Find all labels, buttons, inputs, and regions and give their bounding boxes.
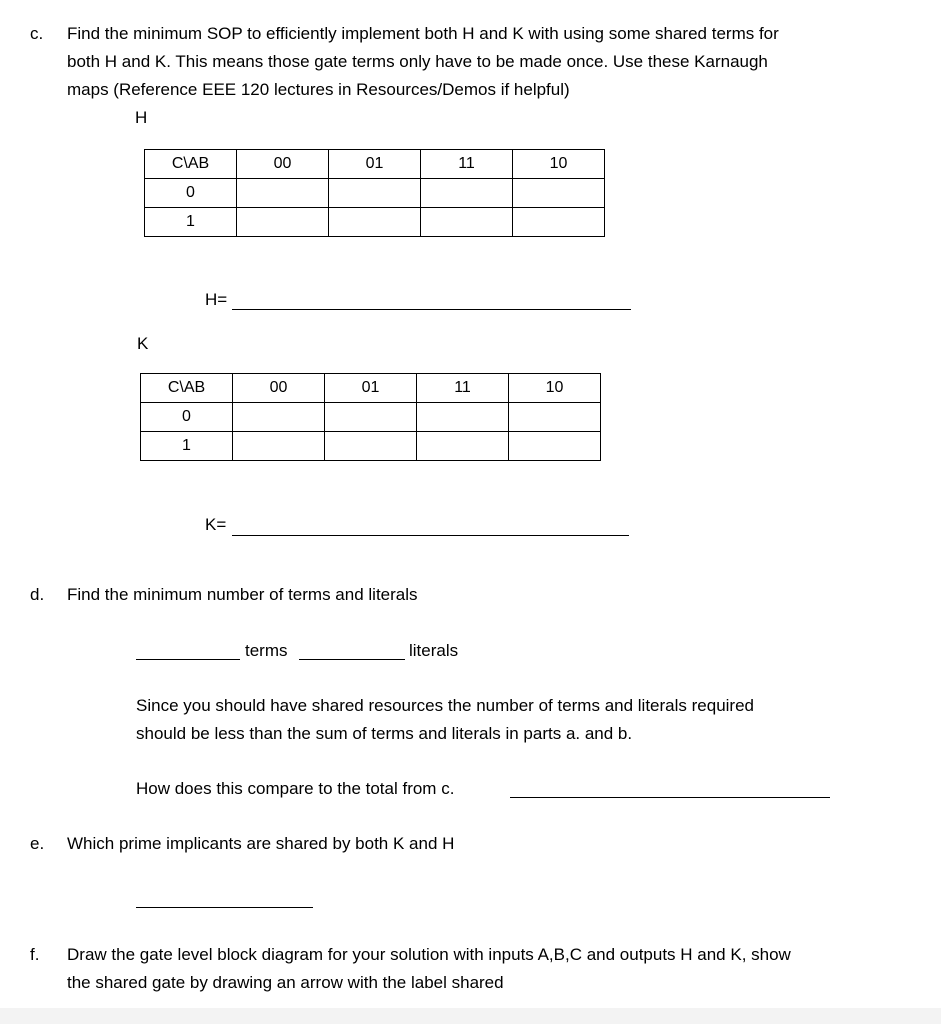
terms-answer-line[interactable] <box>136 659 240 660</box>
k-answer-line[interactable] <box>232 535 629 536</box>
k-map-col-10: 10 <box>509 374 601 403</box>
part-c-line-3: maps (Reference EEE 120 lectures in Resources/Demos if helpful) <box>67 80 570 99</box>
shared-implicants-answer-line[interactable] <box>136 907 313 908</box>
h-answer-line[interactable] <box>232 309 631 310</box>
part-d-marker: d. <box>30 585 45 604</box>
part-d-note-line-1: Since you should have shared resources the number of terms and literals required <box>136 696 755 715</box>
k-map-cell[interactable] <box>417 403 509 432</box>
k-map-row-1 <box>141 432 601 461</box>
h-map-cell[interactable] <box>237 179 329 208</box>
k-map-cell[interactable] <box>233 403 325 432</box>
h-map-row-1 <box>145 208 605 237</box>
h-map-col-11: 11 <box>421 150 513 179</box>
part-c-line-2: both H and K. This means those gate terms only have to be made once. Use these Karnaugh <box>67 52 768 71</box>
terms-label: terms <box>245 641 288 660</box>
part-f-line-2: the shared gate by drawing an arrow with the label shared <box>67 973 504 992</box>
k-map-cell[interactable] <box>233 432 325 461</box>
h-map-corner: C\AB <box>145 150 237 179</box>
literals-answer-line[interactable] <box>299 659 405 660</box>
h-map-row-0 <box>145 179 605 208</box>
k-map-col-00: 00 <box>233 374 325 403</box>
part-d-note-line-2: should be less than the sum of terms and literals in parts a. and b. <box>136 724 633 743</box>
k-map-col-01: 01 <box>325 374 417 403</box>
h-karnaugh-map <box>144 149 605 237</box>
k-map-cell[interactable] <box>509 403 601 432</box>
h-map-cell[interactable] <box>513 208 605 237</box>
k-map-cell[interactable] <box>325 403 417 432</box>
h-map-header-row <box>145 150 605 179</box>
k-map-label: K <box>137 334 149 353</box>
k-map-corner: C\AB <box>141 374 233 403</box>
h-map-cell[interactable] <box>421 208 513 237</box>
h-map-cell[interactable] <box>421 179 513 208</box>
k-map-cell[interactable] <box>509 432 601 461</box>
k-map-row-label-1: 1 <box>141 432 233 461</box>
part-c-line-1: Find the minimum SOP to efficiently implement both H and K with using some shared terms for <box>67 24 779 43</box>
part-c-marker: c. <box>30 24 44 43</box>
part-f-line-1: Draw the gate level block diagram for your solution with inputs A,B,C and outputs H and K, show <box>67 945 791 964</box>
k-map-header-row <box>141 374 601 403</box>
h-map-row-label-0: 0 <box>145 179 237 208</box>
h-map-row-label-1: 1 <box>145 208 237 237</box>
part-e-marker: e. <box>30 834 45 853</box>
k-map-row-label-0: 0 <box>141 403 233 432</box>
literals-label: literals <box>409 641 459 660</box>
k-map-row-0 <box>141 403 601 432</box>
compare-question: How does this compare to the total from c. <box>136 779 455 798</box>
h-map-col-01: 01 <box>329 150 421 179</box>
k-map-col-11: 11 <box>417 374 509 403</box>
k-map-cell[interactable] <box>417 432 509 461</box>
k-karnaugh-map <box>140 373 601 461</box>
part-f-marker: f. <box>30 945 40 964</box>
h-answer-label: H= <box>205 290 228 309</box>
h-map-cell[interactable] <box>237 208 329 237</box>
h-map-cell[interactable] <box>329 208 421 237</box>
part-d-question: Find the minimum number of terms and literals <box>67 585 418 604</box>
h-map-cell[interactable] <box>513 179 605 208</box>
h-map-col-00: 00 <box>237 150 329 179</box>
k-map-cell[interactable] <box>325 432 417 461</box>
part-e-question: Which prime implicants are shared by both K and H <box>67 834 455 853</box>
page-bottom-edge <box>0 1008 941 1024</box>
h-map-col-10: 10 <box>513 150 605 179</box>
h-map-label: H <box>135 108 148 127</box>
compare-answer-line[interactable] <box>510 797 830 798</box>
k-answer-label: K= <box>205 515 227 534</box>
h-map-cell[interactable] <box>329 179 421 208</box>
